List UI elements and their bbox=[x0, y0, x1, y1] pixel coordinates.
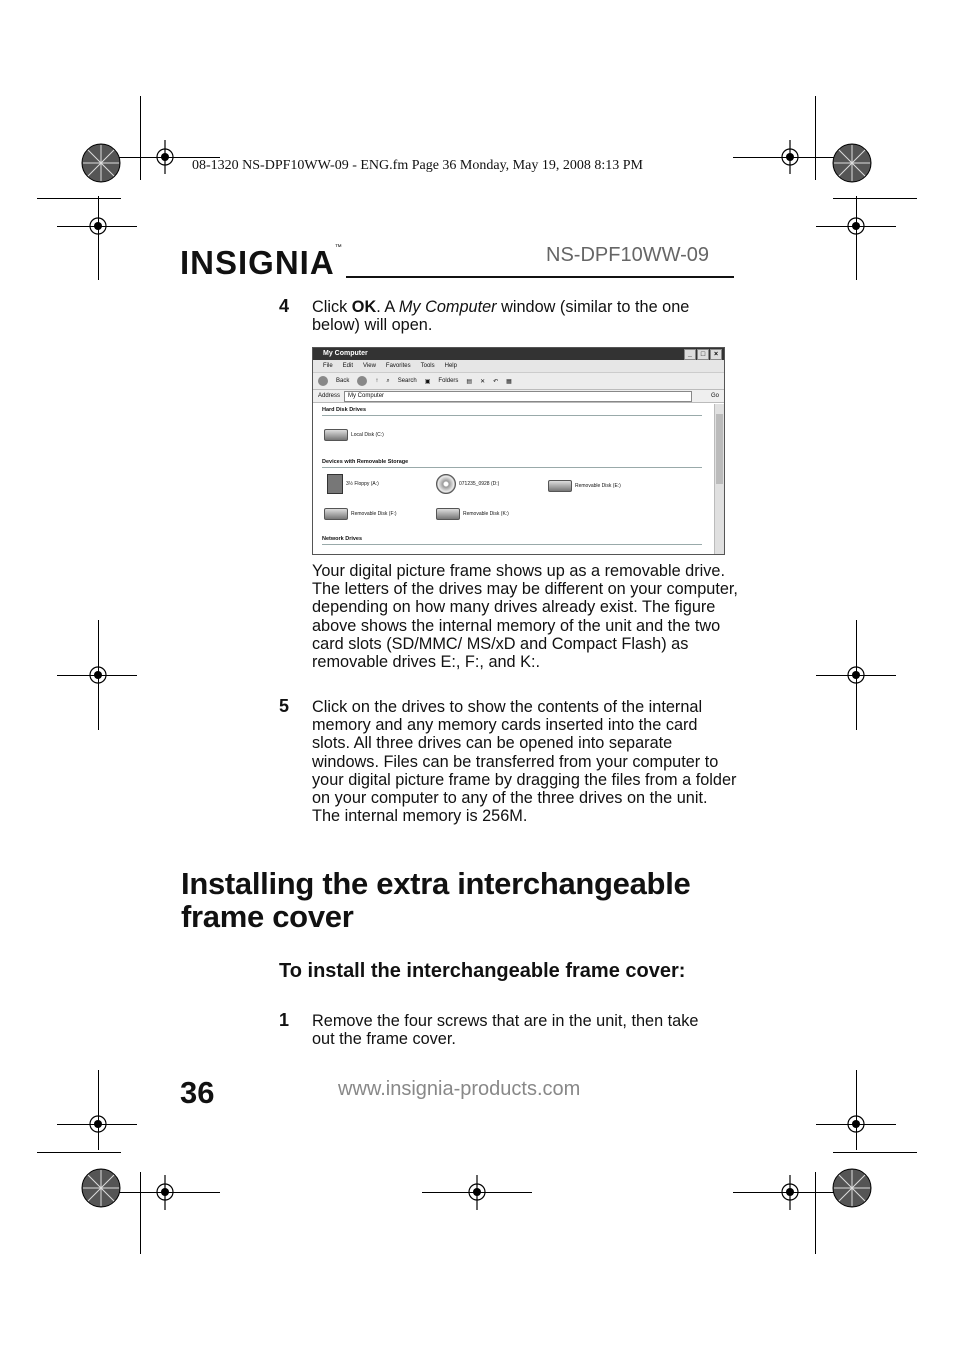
drive-a bbox=[327, 474, 379, 494]
step-5-text: Click on the drives to show the contents of the internal memory and any memory cards inserted into the card slots. All three drives can be opened into separate windows. Files can be transferred from your computer to your digital picture frame by dragging the files from a folder on your computer to any of the three drives on the unit. The internal memory is 256M. bbox=[312, 698, 737, 826]
go-button: Go bbox=[710, 393, 719, 399]
window-controls bbox=[684, 349, 722, 360]
menu-view: View bbox=[363, 363, 376, 369]
section-divider bbox=[322, 467, 702, 468]
removable-drive-icon bbox=[436, 508, 460, 520]
footer-url: www.insignia-products.com bbox=[338, 1078, 581, 1100]
back-label: Back bbox=[336, 378, 350, 384]
move-icon: ▤ bbox=[466, 378, 473, 385]
window-title: My Computer bbox=[323, 350, 368, 357]
section-removable: Devices with Removable Storage bbox=[322, 459, 409, 465]
search-label: Search bbox=[397, 378, 417, 384]
floppy-icon bbox=[327, 474, 343, 494]
step-number-1: 1 bbox=[279, 1010, 290, 1030]
close-icon: × bbox=[710, 349, 722, 360]
search-icon: ⌕ bbox=[386, 377, 390, 384]
window-scrollbar bbox=[714, 404, 724, 554]
drive-d bbox=[436, 474, 499, 494]
logo-text: INSIGNIA bbox=[180, 244, 335, 281]
drive-f bbox=[324, 508, 397, 520]
address-bar bbox=[313, 390, 724, 403]
delete-icon: ✕ bbox=[480, 378, 486, 385]
drive-k bbox=[436, 508, 509, 520]
window-menubar bbox=[313, 360, 724, 373]
menu-help: Help bbox=[444, 363, 457, 369]
section-divider bbox=[322, 544, 702, 545]
menu-tools: Tools bbox=[420, 363, 435, 369]
section-hard-disk: Hard Disk Drives bbox=[322, 407, 367, 413]
back-icon bbox=[318, 376, 328, 386]
hard-drive-icon bbox=[324, 429, 348, 441]
views-icon: ▦ bbox=[506, 378, 512, 385]
drive-e bbox=[548, 480, 621, 492]
step-number-5: 5 bbox=[279, 696, 290, 716]
procedure-heading: To install the interchangeable frame cover: bbox=[279, 960, 686, 982]
removable-drive-paragraph: Your digital picture frame shows up as a removable drive. The letters of the drives may be different on your computer, depending on how many drives already exist. The figure above shows the internal memory of the unit and the two card slots (SD/MMC/ MS/xD and Compact Flash) as removable drives E:, F:, and K:. bbox=[312, 562, 738, 672]
drive-e-label: Removable Disk (E:) bbox=[575, 483, 621, 489]
folders-icon: ▣ bbox=[424, 378, 431, 385]
drive-f-label: Removable Disk (F:) bbox=[351, 511, 397, 517]
up-icon: ↑ bbox=[375, 378, 379, 384]
window-content bbox=[313, 404, 714, 554]
step-number-4: 4 bbox=[279, 296, 290, 316]
minimize-icon: _ bbox=[684, 349, 696, 360]
drive-c bbox=[324, 429, 384, 441]
step-4-post: window (similar to the one below) will open. bbox=[312, 298, 690, 335]
menu-favorites: Favorites bbox=[385, 363, 411, 369]
model-number: NS-DPF10WW-09 bbox=[546, 244, 709, 266]
file-slug: 08-1320 NS-DPF10WW-09 - ENG.fm Page 36 Monday, May 19, 2008 8:13 PM bbox=[192, 158, 643, 173]
step-4-pre: Click bbox=[312, 298, 352, 316]
header-rule bbox=[346, 276, 734, 278]
trademark: ™ bbox=[334, 244, 343, 251]
drive-c-label: Local Disk (C:) bbox=[351, 432, 384, 438]
removable-drive-icon bbox=[548, 480, 572, 492]
drive-k-label: Removable Disk (K:) bbox=[463, 511, 509, 517]
removable-drive-icon bbox=[324, 508, 348, 520]
scrollbar-thumb bbox=[716, 414, 723, 484]
section-heading: Installing the extra interchangeable frame cover bbox=[181, 866, 691, 934]
step-4-mid: . A bbox=[376, 298, 399, 316]
folders-label: Folders bbox=[438, 378, 459, 384]
forward-icon bbox=[357, 376, 367, 386]
window-titlebar bbox=[313, 348, 724, 360]
drive-d-label: 071235_0928 (D:) bbox=[459, 481, 500, 487]
window-toolbar bbox=[313, 373, 724, 390]
my-computer-screenshot bbox=[312, 347, 725, 555]
drive-a-label: 3½ Floppy (A:) bbox=[346, 481, 379, 487]
section-divider bbox=[322, 415, 702, 416]
step-1-text: Remove the four screws that are in the unit, then take out the frame cover. bbox=[312, 1012, 699, 1049]
insignia-logo bbox=[180, 244, 343, 282]
address-label: Address bbox=[318, 393, 341, 399]
my-computer-label: My Computer bbox=[398, 298, 497, 316]
cd-icon bbox=[436, 474, 456, 494]
page-number: 36 bbox=[180, 1075, 215, 1110]
step-4-text bbox=[312, 298, 737, 334]
menu-file: File bbox=[323, 363, 333, 369]
undo-icon: ↶ bbox=[493, 378, 499, 385]
address-field: My Computer bbox=[344, 391, 692, 402]
menu-edit: Edit bbox=[342, 363, 354, 369]
section-network: Network Drives bbox=[322, 536, 363, 542]
maximize-icon: □ bbox=[697, 349, 709, 360]
ok-label: OK bbox=[351, 298, 377, 316]
